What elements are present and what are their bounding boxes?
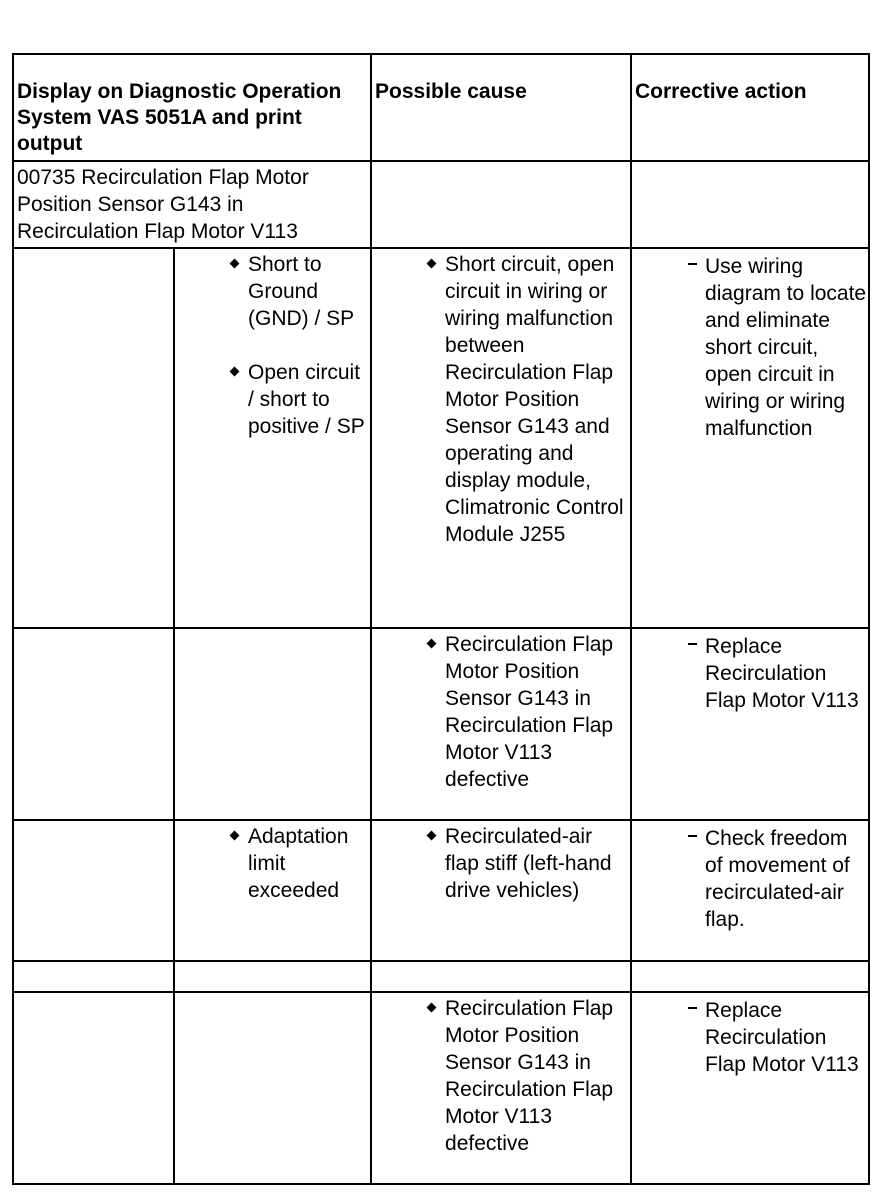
header-action-column: Corrective action: [631, 54, 869, 161]
dash-bullet-icon: [688, 1007, 697, 1009]
code-row-cause-empty: [371, 161, 631, 248]
dash-bullet-icon: [688, 643, 697, 645]
list-item: [688, 633, 868, 714]
empty-cell: [13, 628, 174, 820]
cause-text: Recirculation Flap Motor Position Sensor G143 in Recirculation Flap Motor V113 defective: [445, 633, 614, 791]
diamond-bullet-icon: [230, 259, 240, 269]
empty-cell: [13, 961, 174, 992]
list-item: [231, 823, 368, 904]
action-cell: [631, 628, 869, 820]
table-row: [13, 820, 869, 961]
condition-text: Adaptation limit exceeded: [248, 825, 349, 902]
action-text: Use wiring diagram to locate and eliminate short circuit, open circuit in wiring or wiring malfunction: [705, 255, 867, 440]
diamond-bullet-icon: [230, 367, 240, 377]
empty-row: [13, 961, 869, 992]
action-text: Check freedom of movement of recirculated-air flap.: [705, 827, 850, 931]
empty-cell: [13, 992, 174, 1184]
cause-text: Recirculation Flap Motor Position Sensor G143 in Recirculation Flap Motor V113 defective: [445, 997, 614, 1155]
empty-cell: [13, 248, 174, 628]
header-display-column: Display on Diagnostic Operation System VAS 5051A and print output: [13, 54, 371, 161]
cause-cell: [371, 248, 631, 628]
condition-cell: [174, 248, 371, 628]
code-row-action-empty: [631, 161, 869, 248]
list-item: [688, 825, 868, 933]
header-cause-column: Possible cause: [371, 54, 631, 161]
cause-cell: [371, 628, 631, 820]
table-row: [13, 248, 869, 628]
cause-text: Recirculated-air flap stiff (left-hand drive vehicles): [445, 825, 612, 902]
diamond-bullet-icon: [230, 831, 240, 841]
fault-code-text: 00735 Recirculation Flap Motor Position Sensor G143 in Recirculation Flap Motor V113: [13, 161, 371, 248]
list-item: [428, 251, 628, 548]
condition-text: Short to Ground (GND) / SP: [248, 253, 355, 330]
table-row: [13, 992, 869, 1184]
empty-cell: [371, 961, 631, 992]
list-item: [231, 251, 368, 332]
cause-cell: [371, 992, 631, 1184]
dash-bullet-icon: [688, 835, 697, 837]
diamond-bullet-icon: [427, 831, 437, 841]
empty-cell: [174, 992, 371, 1184]
cause-cell: [371, 820, 631, 961]
condition-text: Open circuit / short to positive / SP: [248, 361, 365, 438]
condition-cell: [174, 820, 371, 961]
empty-cell: [631, 961, 869, 992]
diamond-bullet-icon: [427, 1003, 437, 1013]
code-row: [13, 161, 869, 248]
diamond-bullet-icon: [427, 259, 437, 269]
list-item: [428, 631, 628, 793]
table-row: [13, 628, 869, 820]
header-row: [13, 54, 869, 161]
diagnostic-table: [12, 53, 870, 1185]
list-item: [688, 253, 868, 442]
empty-cell: [174, 628, 371, 820]
empty-cell: [174, 961, 371, 992]
action-text: Replace Recirculation Flap Motor V113: [705, 635, 859, 712]
dash-bullet-icon: [688, 263, 697, 265]
action-cell: [631, 248, 869, 628]
list-item: [428, 995, 628, 1157]
diamond-bullet-icon: [427, 639, 437, 649]
list-item: [688, 997, 868, 1078]
list-item: [231, 359, 368, 440]
cause-text: Short circuit, open circuit in wiring or wiring malfunction between Recirculation Flap Motor Position Sensor G143 and operating and display module, Climatronic Control Module J255: [445, 253, 624, 546]
list-item: [428, 823, 628, 904]
empty-cell: [13, 820, 174, 961]
action-cell: [631, 992, 869, 1184]
action-text: Replace Recirculation Flap Motor V113: [705, 999, 859, 1076]
action-cell: [631, 820, 869, 961]
